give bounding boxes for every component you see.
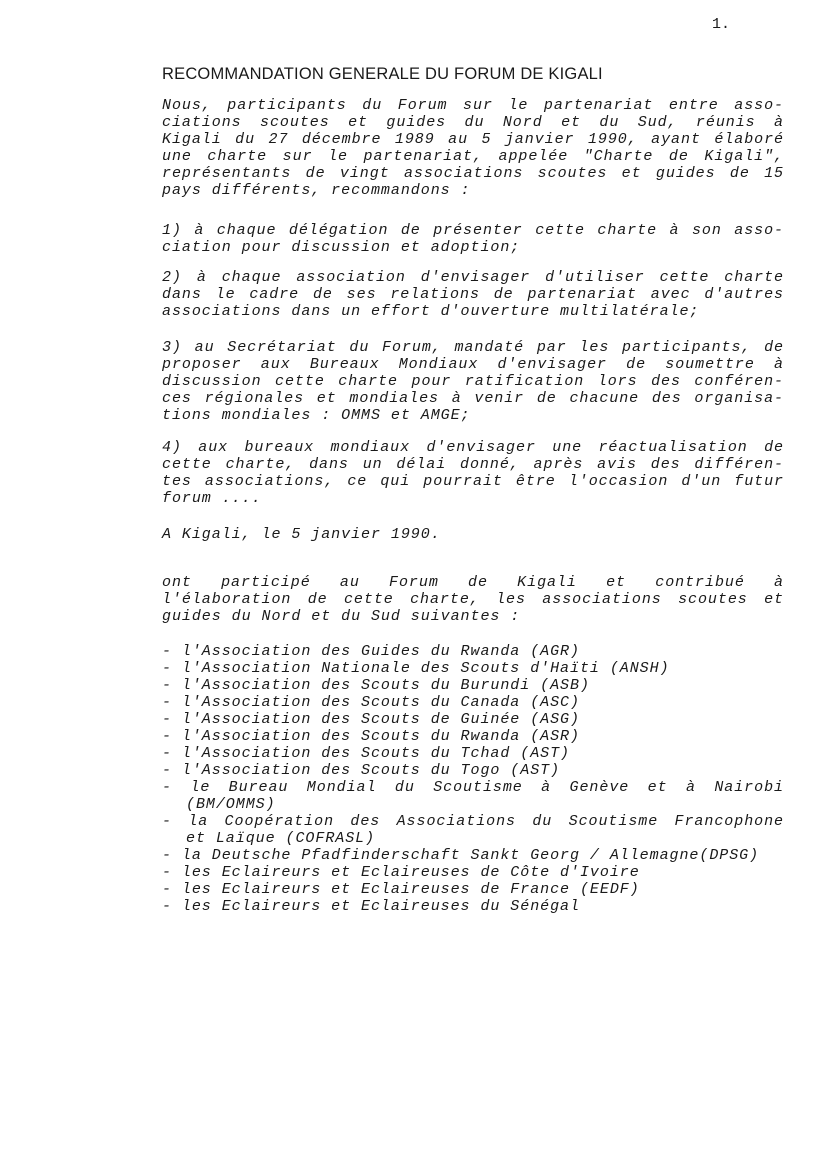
text-line: forum .... [162,490,262,507]
list-item [162,711,784,728]
paragraph-place-date [162,526,784,543]
paragraph-rec-2 [162,269,784,320]
list-item-line: - la Coopération des Associations du Scoutisme Francophone [162,813,784,830]
list-item-line: - l'Association des Scouts de Guinée (ASG) [162,711,580,728]
list-item-line: - l'Association des Scouts du Burundi (ASB) [162,677,590,694]
list-item [162,660,784,677]
page-number: 1. [712,16,731,33]
list-item-line: - l'Association des Guides du Rwanda (AGR) [162,643,580,660]
paragraph-intro [162,97,784,199]
paragraph-rec-1 [162,222,784,256]
text-line: l'élaboration de cette charte, les associations scoutes et [162,591,784,608]
text-line: Kigali du 27 décembre 1989 au 5 janvier 1990, ayant élaboré [162,131,784,148]
paragraph-rec-4 [162,439,784,507]
text-line: tions mondiales : OMMS et AMGE; [162,407,471,424]
list-item [162,745,784,762]
document-body [162,97,784,915]
list-item-line: - l'Association des Scouts du Togo (AST) [162,762,561,779]
text-line: discussion cette charte pour ratification lors des conféren- [162,373,784,390]
text-line: guides du Nord et du Sud suivantes : [162,608,521,625]
text-line: 1) à chaque délégation de présenter cette charte à son asso- [162,222,784,239]
participants-list [162,643,784,915]
list-item-line: - l'Association des Scouts du Tchad (AST) [162,745,571,762]
paragraph-rec-3 [162,339,784,424]
text-line: ces régionales et mondiales à venir de chacune des organisa- [162,390,784,407]
text-line: ont participé au Forum de Kigali et contribué à [162,574,784,591]
list-item [162,864,784,881]
list-item-line: (BM/OMMS) [186,796,276,813]
text-line: proposer aux Bureaux Mondiaux d'envisager de soumettre à [162,356,784,373]
text-line: Nous, participants du Forum sur le partenariat entre asso- [162,97,784,114]
text-line: une charte sur le partenariat, appelée "Charte de Kigali", [162,148,784,165]
text-line: 2) à chaque association d'envisager d'utiliser cette charte [162,269,784,286]
text-line: cette charte, dans un délai donné, après avis des différen- [162,456,784,473]
list-item [162,762,784,779]
text-line: 3) au Secrétariat du Forum, mandaté par les participants, de [162,339,784,356]
list-item [162,813,784,847]
list-item [162,677,784,694]
text-line: A Kigali, le 5 janvier 1990. [162,526,441,543]
text-line: 4) aux bureaux mondiaux d'envisager une réactualisation de [162,439,784,456]
list-item [162,694,784,711]
text-line: représentants de vingt associations scoutes et guides de 15 [162,165,784,182]
list-item [162,898,784,915]
text-line: ciation pour discussion et adoption; [162,239,521,256]
paragraph-participants-intro [162,574,784,625]
text-line: dans le cadre de ses relations de partenariat avec d'autres [162,286,784,303]
list-item-line: - les Eclaireurs et Eclaireuses de Côte d'Ivoire [162,864,640,881]
document-title: RECOMMANDATION GENERALE DU FORUM DE KIGALI [162,65,603,83]
list-item-line: - le Bureau Mondial du Scoutisme à Genève et à Nairobi [162,779,784,796]
list-item [162,643,784,660]
list-item [162,881,784,898]
list-item-line: - l'Association des Scouts du Canada (ASC) [162,694,580,711]
list-item-line: - la Deutsche Pfadfinderschaft Sankt Georg / Allemagne(DPSG) [162,847,760,864]
list-item-line: - l'Association Nationale des Scouts d'Haïti (ANSH) [162,660,670,677]
text-line: pays différents, recommandons : [162,182,471,199]
list-item-line: et Laïque (COFRASL) [186,830,376,847]
list-item [162,847,784,864]
list-item-line: - l'Association des Scouts du Rwanda (ASR) [162,728,580,745]
text-line: tes associations, ce qui pourrait être l'occasion d'un futur [162,473,784,490]
list-item-line: - les Eclaireurs et Eclaireuses de France (EEDF) [162,881,640,898]
list-item [162,728,784,745]
list-item-line: - les Eclaireurs et Eclaireuses du Sénégal [162,898,580,915]
list-item [162,779,784,813]
text-line: associations dans un effort d'ouverture multilatérale; [162,303,700,320]
text-line: ciations scoutes et guides du Nord et du Sud, réunis à [162,114,784,131]
